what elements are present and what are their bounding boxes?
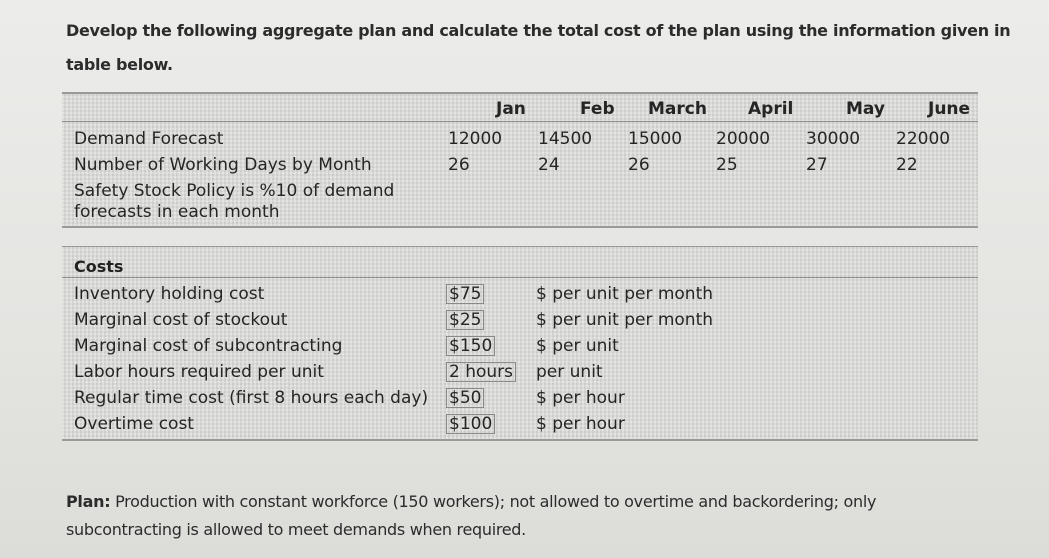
- demand-feb: 14500: [538, 129, 593, 149]
- days-march: 26: [628, 155, 650, 175]
- intro-line-2: table below.: [66, 55, 173, 74]
- cost-unit-inventory-holding: $ per unit per month: [536, 284, 714, 304]
- cost-unit-regular-time: $ per hour: [536, 388, 625, 408]
- month-header-jan: Jan: [496, 99, 526, 119]
- cost-unit-overtime: $ per hour: [536, 414, 625, 434]
- cost-label-regular-time: Regular time cost (first 8 hours each day): [74, 388, 429, 408]
- demand-forecast-label: Demand Forecast: [74, 129, 224, 149]
- costs-divider: [62, 277, 978, 278]
- demand-may: 30000: [806, 129, 861, 149]
- plan-prefix: Plan:: [66, 492, 111, 511]
- working-days-label: Number of Working Days by Month: [74, 155, 372, 175]
- plan-line-2: subcontracting is allowed to meet demands when required.: [66, 520, 526, 539]
- month-header-april: April: [748, 99, 794, 119]
- intro-line-1: Develop the following aggregate plan and calculate the total cost of the plan using the information given in: [66, 21, 1011, 40]
- cost-label-overtime: Overtime cost: [74, 414, 194, 434]
- cost-label-subcontracting: Marginal cost of subcontracting: [74, 336, 343, 356]
- safety-stock-line-1: Safety Stock Policy is %10 of demand: [74, 181, 395, 201]
- safety-stock-line-2: forecasts in each month: [74, 202, 280, 222]
- cost-unit-labor-hours: per unit: [536, 362, 603, 382]
- demand-april: 20000: [716, 129, 771, 149]
- cost-value-labor-hours: 2 hours: [446, 362, 516, 382]
- month-header-june: June: [928, 99, 971, 119]
- cost-label-labor-hours: Labor hours required per unit: [74, 362, 324, 382]
- cost-unit-stockout: $ per unit per month: [536, 310, 714, 330]
- month-header-feb: Feb: [580, 99, 615, 119]
- cost-value-overtime: $100: [446, 414, 495, 434]
- cost-value-inventory-holding: $75: [446, 284, 484, 304]
- cost-label-stockout: Marginal cost of stockout: [74, 310, 288, 330]
- header-divider: [62, 121, 978, 122]
- cost-value-stockout: $25: [446, 310, 484, 330]
- cost-label-inventory-holding: Inventory holding cost: [74, 284, 265, 304]
- demand-march: 15000: [628, 129, 683, 149]
- month-header-may: May: [846, 99, 885, 119]
- days-april: 25: [716, 155, 738, 175]
- plan-line-1-text: Production with constant workforce (150 workers); not allowed to overtime and backordering; only: [110, 492, 877, 511]
- demand-jan: 12000: [448, 129, 503, 149]
- plan-line-1: [66, 488, 1026, 516]
- days-june: 22: [896, 155, 918, 175]
- demand-june: 22000: [896, 129, 951, 149]
- days-feb: 24: [538, 155, 560, 175]
- month-header-march: March: [648, 99, 707, 119]
- cost-value-regular-time: $50: [446, 388, 484, 408]
- costs-title: Costs: [74, 257, 124, 276]
- costs-table: [62, 246, 978, 441]
- schedule-table: [62, 92, 978, 228]
- cost-value-subcontracting: $150: [446, 336, 495, 356]
- days-jan: 26: [448, 155, 470, 175]
- cost-unit-subcontracting: $ per unit: [536, 336, 619, 356]
- days-may: 27: [806, 155, 828, 175]
- plan-text: [66, 488, 1026, 544]
- intro-text: [66, 14, 1026, 82]
